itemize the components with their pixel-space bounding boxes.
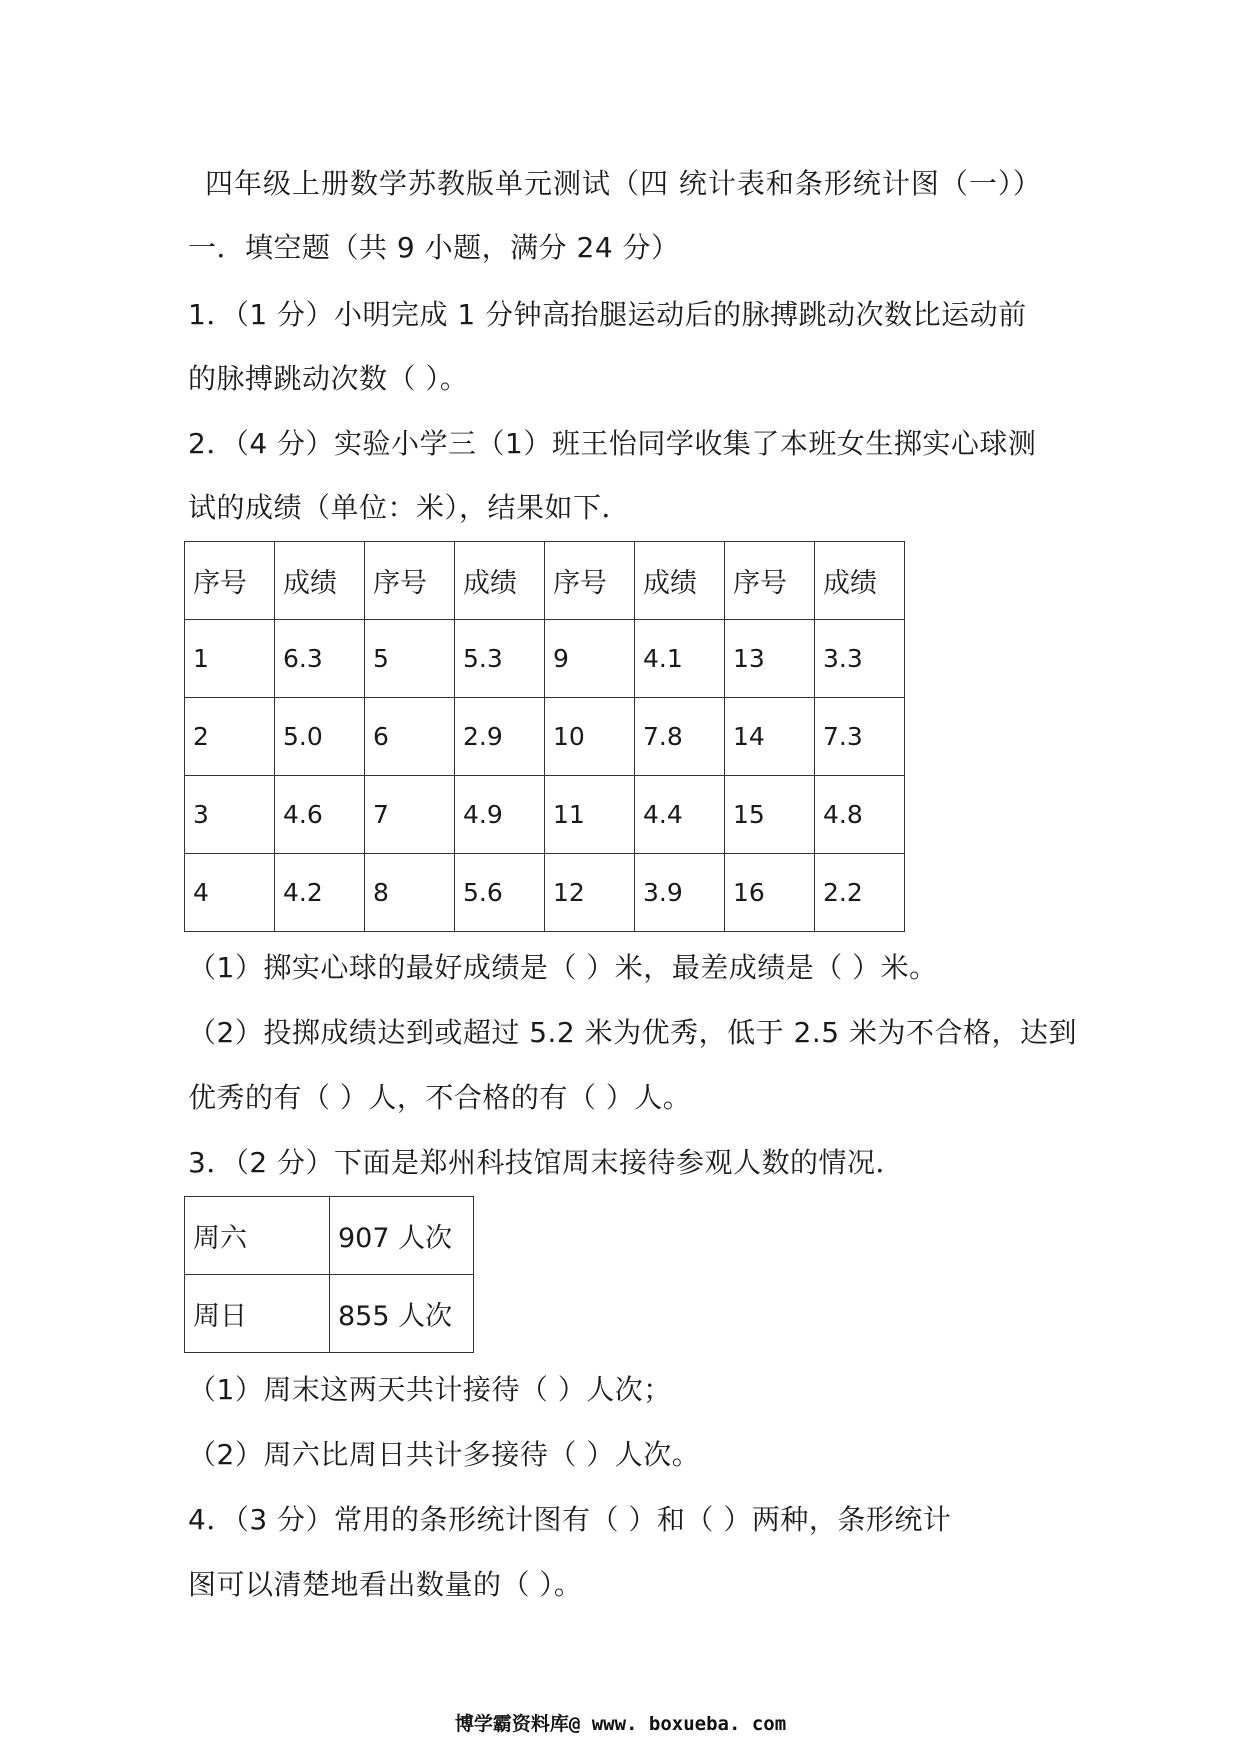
table-cell: 7.3 <box>815 698 905 776</box>
question-2-sub-1: （1）掷实心球的最好成绩是（ ）米，最差成绩是（ ）米。 <box>188 951 938 984</box>
table-row <box>185 620 905 698</box>
footer-watermark: 博学霸资料库@ www. boxueba. com <box>454 1713 787 1735</box>
table-cell: 16 <box>725 854 815 932</box>
table-cell: 12 <box>545 854 635 932</box>
table-row <box>185 698 905 776</box>
table-cell: 14 <box>725 698 815 776</box>
question-1-line-1: 1．（1 分）小明完成 1 分钟高抬腿运动后的脉搏跳动次数比运动前 <box>188 298 1027 331</box>
header-cell: 序号 <box>725 542 815 620</box>
table-cell: 5.0 <box>275 698 365 776</box>
question-3-sub-2: （2）周六比周日共计多接待（ ）人次。 <box>188 1438 701 1471</box>
document-title: 四年级上册数学苏教版单元测试（四 统计表和条形统计图（一）） <box>205 167 1042 200</box>
table-row <box>185 1197 474 1275</box>
question-2-sub-2-line-1: （2）投掷成绩达到或超过 5.2 米为优秀，低于 2.5 米为不合格，达到 <box>188 1016 1077 1049</box>
table-cell: 4.6 <box>275 776 365 854</box>
table-cell: 4.1 <box>635 620 725 698</box>
table-cell: 4.2 <box>275 854 365 932</box>
table-cell: 8 <box>365 854 455 932</box>
table-cell: 5 <box>365 620 455 698</box>
table-cell: 3.9 <box>635 854 725 932</box>
table-cell: 6 <box>365 698 455 776</box>
table-cell: 907 人次 <box>330 1197 474 1275</box>
table-cell: 周日 <box>185 1275 330 1353</box>
header-cell: 成绩 <box>275 542 365 620</box>
table-cell: 13 <box>725 620 815 698</box>
header-cell: 序号 <box>545 542 635 620</box>
table-row <box>185 854 905 932</box>
visitor-table <box>184 1196 474 1353</box>
header-cell: 成绩 <box>815 542 905 620</box>
question-1-line-2: 的脉搏跳动次数（ ）。 <box>188 362 469 395</box>
question-2-line-2: 试的成绩（单位：米），结果如下． <box>188 491 631 524</box>
question-2-line-1: 2．（4 分）实验小学三（1）班王怡同学收集了本班女生掷实心球测 <box>188 427 1037 460</box>
section-heading: 一．填空题（共 9 小题，满分 24 分） <box>188 231 680 264</box>
table-header-row <box>185 542 905 620</box>
table-cell: 周六 <box>185 1197 330 1275</box>
table-cell: 7.8 <box>635 698 725 776</box>
table-cell: 11 <box>545 776 635 854</box>
score-table <box>184 541 905 932</box>
table-cell: 2.9 <box>455 698 545 776</box>
table-cell: 4.9 <box>455 776 545 854</box>
table-cell: 855 人次 <box>330 1275 474 1353</box>
header-cell: 成绩 <box>635 542 725 620</box>
question-3-sub-1: （1）周末这两天共计接待（ ）人次； <box>188 1373 672 1406</box>
table-cell: 2 <box>185 698 275 776</box>
table-cell: 1 <box>185 620 275 698</box>
question-2-sub-2-line-2: 优秀的有（ ）人，不合格的有（ ）人。 <box>188 1081 692 1114</box>
table-cell: 4.8 <box>815 776 905 854</box>
table-cell: 2.2 <box>815 854 905 932</box>
question-4-line-1: 4．（3 分）常用的条形统计图有（ ）和（ ）两种，条形统计 <box>188 1503 952 1536</box>
table-cell: 15 <box>725 776 815 854</box>
table-cell: 4.4 <box>635 776 725 854</box>
header-cell: 成绩 <box>455 542 545 620</box>
table-cell: 3.3 <box>815 620 905 698</box>
table-cell: 10 <box>545 698 635 776</box>
table-row <box>185 1275 474 1353</box>
question-4-line-2: 图可以清楚地看出数量的（ ）。 <box>188 1568 583 1601</box>
table-cell: 5.6 <box>455 854 545 932</box>
table-row <box>185 776 905 854</box>
table-cell: 3 <box>185 776 275 854</box>
table-cell: 7 <box>365 776 455 854</box>
question-3-line-1: 3．（2 分）下面是郑州科技馆周末接待参观人数的情况． <box>188 1146 905 1179</box>
header-cell: 序号 <box>365 542 455 620</box>
header-cell: 序号 <box>185 542 275 620</box>
table-cell: 5.3 <box>455 620 545 698</box>
table-cell: 9 <box>545 620 635 698</box>
table-cell: 4 <box>185 854 275 932</box>
table-cell: 6.3 <box>275 620 365 698</box>
